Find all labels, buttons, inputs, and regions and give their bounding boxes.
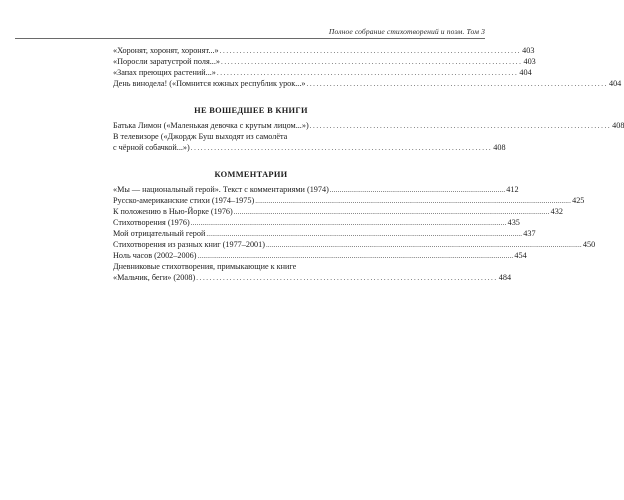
toc-entry-title-continued: «Мальчик, беги» (2008) bbox=[113, 273, 196, 282]
toc-entry-title: Ноль часов (2002–2006) bbox=[113, 251, 197, 260]
toc-entry-page: 403 bbox=[523, 57, 536, 66]
toc-entry bbox=[113, 45, 535, 56]
toc-entry-page: 404 bbox=[608, 79, 622, 88]
toc-entry bbox=[113, 195, 585, 206]
dot-leader: .......................................................................................... bbox=[190, 144, 493, 152]
toc-entry-line bbox=[113, 261, 389, 272]
dot-leader: .......................................................................................... bbox=[196, 274, 498, 282]
toc-entry-title: К положению в Нью-Йорке (1976) bbox=[113, 207, 233, 216]
toc-entry-page: 412 bbox=[506, 185, 519, 194]
toc-entry-page: 403 bbox=[522, 46, 535, 55]
toc-entry bbox=[113, 272, 512, 283]
toc-entry-page: 454 bbox=[514, 251, 527, 260]
dot-leader: .................................................................................................................................................................. bbox=[255, 197, 572, 205]
section-heading: НЕ ВОШЕДШЕЕ В КНИГИ bbox=[194, 106, 308, 115]
section-comments bbox=[113, 168, 596, 283]
dot-leader: .................................................................................................................................................................. bbox=[265, 241, 582, 249]
dot-leader: .................................................................................................................................................................. bbox=[190, 219, 507, 227]
dot-leader: .......................................................................................... bbox=[219, 47, 522, 55]
toc-entry-title: «Хоронят, хоронят, хоронят...» bbox=[113, 46, 219, 55]
toc-entry-title: Мой отрицательный герой bbox=[113, 229, 206, 238]
section-heading: КОММЕНТАРИИ bbox=[214, 170, 288, 179]
dot-leader: .................................................................................................................................................................. bbox=[206, 230, 523, 238]
toc-entry-page: 450 bbox=[582, 240, 596, 249]
toc-entry bbox=[113, 250, 527, 261]
toc-entry-page: 408 bbox=[493, 143, 506, 152]
toc-entry-title: Русско-американские стихи (1974–1975) bbox=[113, 196, 255, 205]
toc-entry-title: Стихотворения (1976) bbox=[113, 218, 190, 227]
toc-entry-page: 408 bbox=[612, 121, 624, 130]
toc-entry bbox=[113, 239, 596, 250]
toc-entry-title: «Мы — национальный герой». Текст с комментариями (1974) bbox=[113, 185, 329, 194]
dot-leader: .......................................................................................... bbox=[216, 69, 519, 77]
toc-entry bbox=[113, 56, 536, 67]
dot-leader: .................................................................................................................................................................. bbox=[233, 208, 550, 216]
toc-entry-title: «Запах преющих растений...» bbox=[113, 68, 216, 77]
dot-leader: .......................................................................................... bbox=[306, 80, 608, 88]
toc-entry-page: 435 bbox=[507, 218, 520, 227]
toc-entry bbox=[113, 217, 520, 228]
toc-entry-title: «Поросли заратустрой поля...» bbox=[113, 57, 220, 66]
dot-leader: .......................................................................................... bbox=[329, 186, 506, 194]
running-head: Полное собрание стихотворений и поэм. Том 3 bbox=[328, 27, 485, 36]
toc-entry-page: 437 bbox=[523, 229, 536, 238]
toc-entry bbox=[113, 228, 536, 239]
toc-entry bbox=[113, 78, 622, 89]
toc-entry-page: 432 bbox=[550, 207, 563, 216]
dot-leader: .......................................................................................... bbox=[220, 58, 523, 66]
toc-entry-title: Дневниковые стихотворения, примыкающие к книге bbox=[113, 262, 297, 271]
toc-entry-title: Батька Лимон («Маленькая девочка с крутым лицом...») bbox=[113, 121, 309, 130]
toc-entry-title: День винодела! («Помнится южных республик урок...» bbox=[113, 79, 306, 88]
section-not-included bbox=[113, 104, 624, 153]
header-rule bbox=[15, 38, 485, 39]
toc-entry bbox=[113, 120, 624, 131]
toc-entry-title-continued: с чёрной собачкой...») bbox=[113, 143, 190, 152]
toc-entry-page: 484 bbox=[498, 273, 512, 282]
toc-entry bbox=[113, 142, 506, 153]
dot-leader: .......................................................................................... bbox=[309, 122, 612, 130]
toc-entry-line bbox=[113, 131, 389, 142]
toc-entry-page: 425 bbox=[572, 196, 585, 205]
toc-continuation bbox=[113, 45, 622, 89]
toc-entry-title: Стихотворения из разных книг (1977–2001) bbox=[113, 240, 265, 249]
toc-entry bbox=[113, 184, 519, 195]
toc-entry bbox=[113, 67, 532, 78]
toc-entry-title: В телевизоре («Джордж Буш выходят из самолёта bbox=[113, 132, 288, 141]
toc-entry bbox=[113, 206, 563, 217]
dot-leader: .................................................................................................................................................................. bbox=[197, 252, 514, 260]
toc-entry-page: 404 bbox=[519, 68, 532, 77]
